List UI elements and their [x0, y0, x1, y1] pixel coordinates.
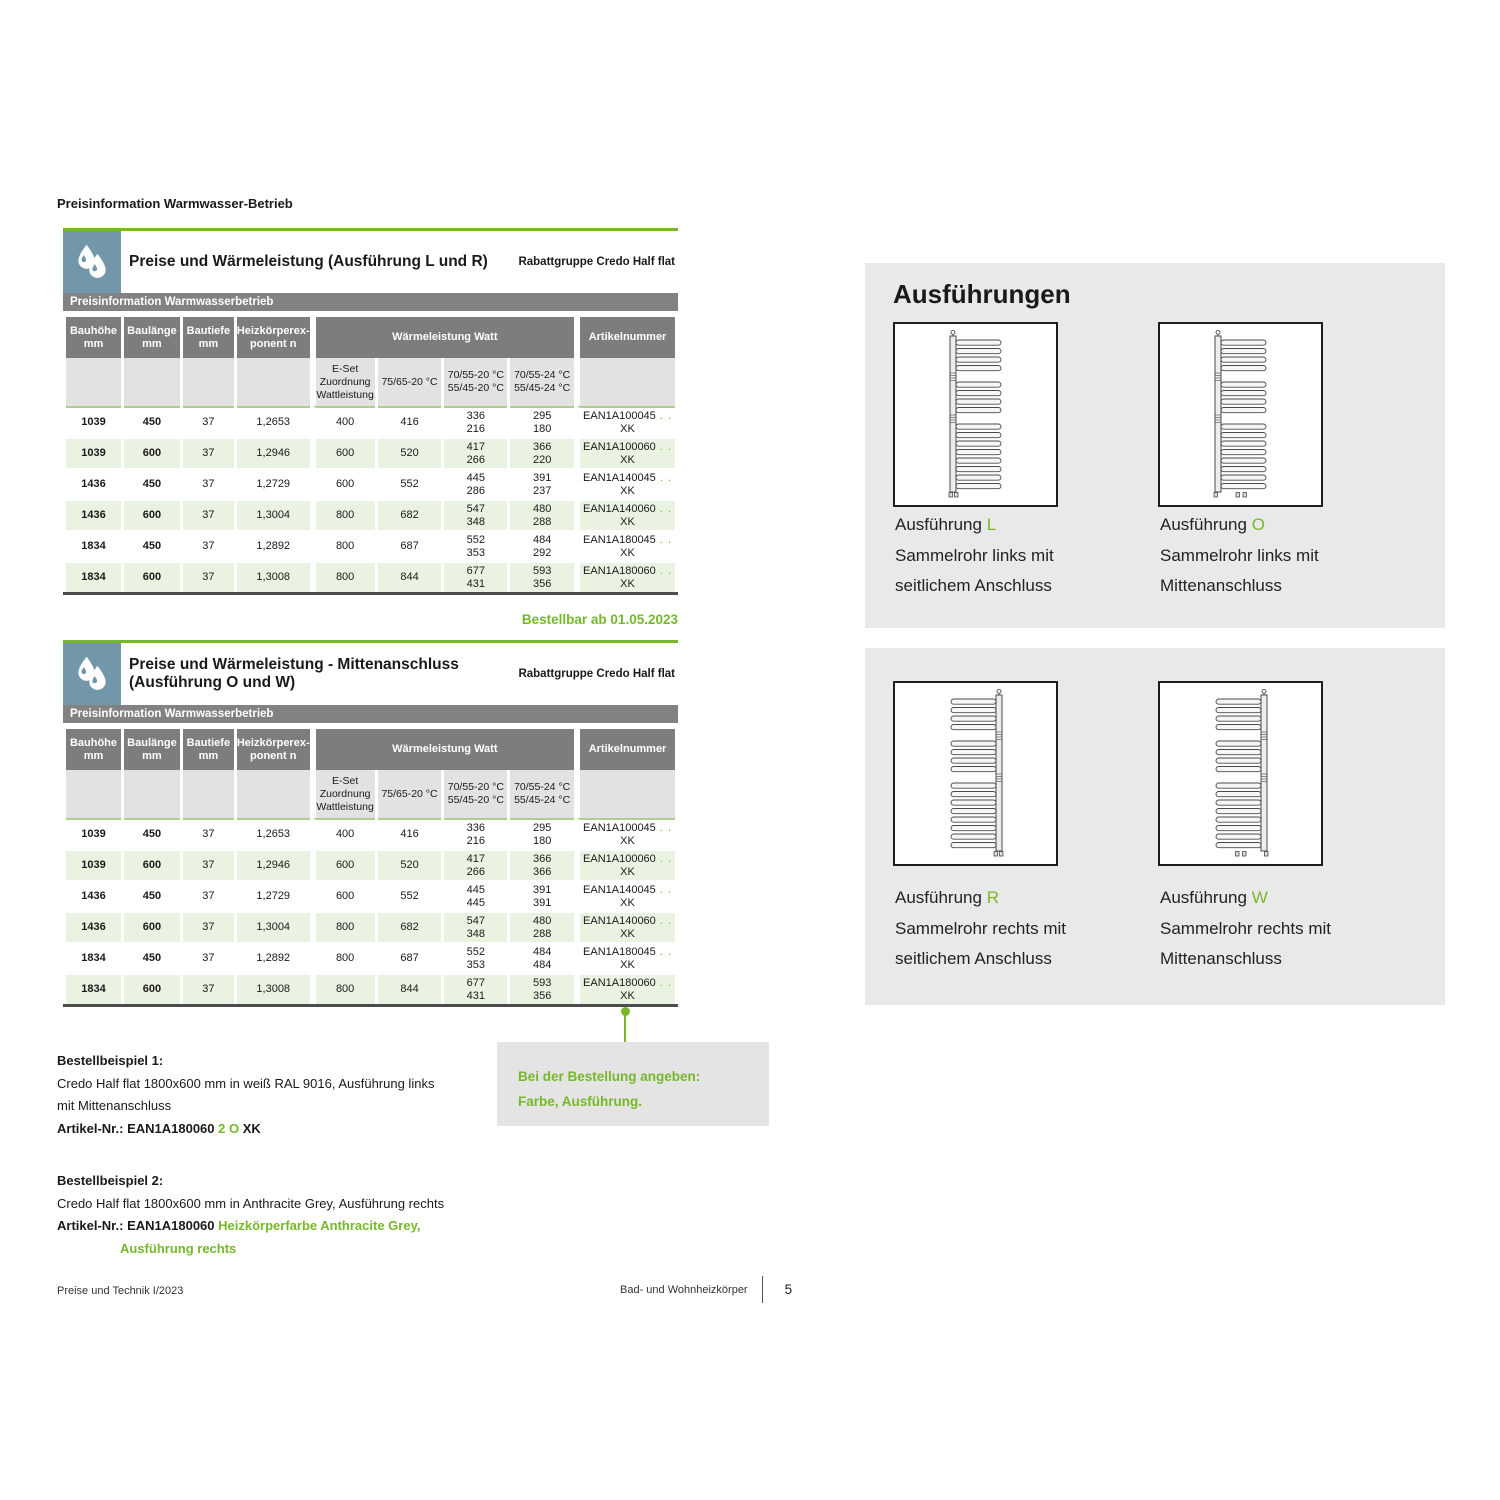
table-cell: 484 292 [510, 530, 574, 561]
table-cell: 844 [378, 973, 442, 1004]
subheader: 75/65-20 °C [378, 770, 442, 818]
table-cell: 600 [313, 437, 375, 468]
water-drops-icon [63, 643, 121, 705]
subheader-empty [577, 770, 675, 818]
table-cell: 450 [124, 468, 180, 499]
article-number-cell: EAN1A140045 . . XK [577, 880, 675, 911]
article-code-green: 2 O [218, 1120, 240, 1136]
variant-desc-line: Mittenanschluss [1160, 576, 1282, 595]
variant-caption-L [895, 510, 1054, 602]
table-title: Preise und Wärmeleistung - Mittenanschluss (Ausführung O und W) [129, 656, 459, 691]
table-header [63, 643, 678, 705]
table-cell: 1,3004 [237, 499, 310, 530]
table-cell: 552 [378, 880, 442, 911]
table-cell: 600 [124, 499, 180, 530]
article-number-cell: EAN1A140045 . . XK [577, 468, 675, 499]
article-number-cell: EAN1A100060 . . XK [577, 437, 675, 468]
variant-letter: W [1251, 888, 1268, 907]
article-number-cell: EAN1A100045 . . XK [577, 818, 675, 849]
table-cell: 600 [124, 911, 180, 942]
table-cell: 600 [124, 437, 180, 468]
example-1-article [57, 1118, 497, 1141]
table-cell: 417 266 [444, 437, 507, 468]
table-row [66, 530, 675, 561]
table-cell: 1039 [66, 849, 121, 880]
table-cell: 1,2892 [237, 942, 310, 973]
table-cell: 445 445 [444, 880, 507, 911]
footer-right [620, 1276, 792, 1303]
table-cell: 366 220 [510, 437, 574, 468]
table-cell: 600 [313, 849, 375, 880]
table-cell: 520 [378, 437, 442, 468]
radiator-diagram-icon [1211, 689, 1271, 859]
variant-diagram-W [1158, 681, 1323, 866]
variants-panel-bottom [865, 648, 1445, 1005]
table-cell: 800 [313, 530, 375, 561]
table-cell: 520 [378, 849, 442, 880]
table-cell: 677 431 [444, 561, 507, 592]
order-callout-box [497, 1042, 769, 1126]
table-cell: 1,2653 [237, 406, 310, 437]
variant-diagram-R [893, 681, 1058, 866]
article-color-green: Heizkörperfarbe Anthracite Grey, [218, 1218, 421, 1233]
table-cell: 336 216 [444, 818, 507, 849]
table-cell: 800 [313, 942, 375, 973]
table-column-header-row [66, 729, 675, 770]
table-cell: 547 348 [444, 499, 507, 530]
example-2-heading: Bestellbeispiel 2: [57, 1173, 164, 1188]
table-cell: 552 353 [444, 530, 507, 561]
article-number-cell: EAN1A100045 . . XK [577, 406, 675, 437]
column-header: Bauhöhe mm [66, 317, 121, 358]
table-cell: 552 353 [444, 942, 507, 973]
variants-heading: Ausführungen [893, 279, 1071, 309]
variant-caption-R [895, 883, 1066, 975]
table-cell: 1039 [66, 818, 121, 849]
variant-label: Ausführung [1160, 888, 1247, 907]
subheader-empty [237, 358, 310, 406]
example-2-line: Credo Half flat 1800x600 mm in Anthracite Grey, Ausführung rechts [57, 1195, 445, 1211]
article-number-cell: EAN1A180045 . . XK [577, 942, 675, 973]
variant-desc-line: seitlichem Anschluss [895, 576, 1052, 595]
subheader: E-Set Zuordnung Wattleistung [313, 770, 375, 818]
article-label: Artikel-Nr.: EAN1A180060 [57, 1218, 215, 1233]
table-band: Preisinformation Warmwasserbetrieb [63, 705, 678, 723]
table-cell: 1,2653 [237, 818, 310, 849]
table-cell: 1436 [66, 499, 121, 530]
discount-group-label: Rabattgruppe Credo Half flat [518, 668, 675, 680]
table-row [66, 973, 675, 1004]
table-cell: 450 [124, 942, 180, 973]
variant-desc-line: Sammelrohr links mit [1160, 545, 1319, 565]
table-title-area [121, 231, 678, 293]
table-cell: 450 [124, 818, 180, 849]
column-header: Heizkörperex- ponent n [237, 317, 310, 358]
price-data-table [63, 729, 678, 1007]
table-cell: 1436 [66, 468, 121, 499]
table-cell: 1039 [66, 437, 121, 468]
table-cell: 391 237 [510, 468, 574, 499]
table-cell: 800 [313, 973, 375, 1004]
subheader-empty [66, 770, 121, 818]
table-cell: 682 [378, 911, 442, 942]
column-header-group: Wärmeleistung Watt [313, 317, 574, 358]
table-cell: 484 484 [510, 942, 574, 973]
table-cell: 800 [313, 499, 375, 530]
example-1-line: Credo Half flat 1800x600 mm in weiß RAL 9016, Ausführung links [57, 1075, 435, 1091]
table-cell: 682 [378, 499, 442, 530]
table-cell: 37 [183, 499, 234, 530]
table-cell: 37 [183, 880, 234, 911]
table-cell: 600 [313, 880, 375, 911]
table-cell: 480 288 [510, 499, 574, 530]
variant-label: Ausführung [895, 515, 982, 534]
table-cell: 295 180 [510, 818, 574, 849]
example-2-article [57, 1215, 497, 1238]
variant-letter: O [1251, 515, 1265, 534]
table-cell: 1,2946 [237, 437, 310, 468]
variant-desc-line: seitlichem Anschluss [895, 949, 1052, 968]
variant-letter: L [986, 515, 997, 534]
subheader: 70/55-24 °C 55/45-24 °C [510, 358, 574, 406]
variant-caption-O [1160, 510, 1319, 602]
table-column-header-row [66, 317, 675, 358]
article-number-cell: EAN1A180045 . . XK [577, 530, 675, 561]
table-cell: 416 [378, 406, 442, 437]
table-subheader-row [66, 770, 675, 818]
price-table-l-r [63, 228, 678, 595]
table-row [66, 437, 675, 468]
table-row [66, 499, 675, 530]
subheader-empty [124, 770, 180, 818]
example-1-line: mit Mittenanschluss [57, 1098, 172, 1113]
subheader: 70/55-20 °C 55/45-20 °C [444, 770, 507, 818]
table-cell: 37 [183, 942, 234, 973]
article-label: Artikel-Nr.: EAN1A180060 [57, 1120, 215, 1136]
discount-group-label: Rabattgruppe Credo Half flat [518, 256, 675, 268]
table-cell: 1834 [66, 530, 121, 561]
article-number-cell: EAN1A100060 . . XK [577, 849, 675, 880]
article-number-cell: EAN1A140060 . . XK [577, 499, 675, 530]
example-1-heading: Bestellbeispiel 1: [57, 1053, 164, 1068]
variant-desc-line: Mittenanschluss [1160, 949, 1282, 968]
table-cell: 1,2946 [237, 849, 310, 880]
table-cell: 800 [313, 911, 375, 942]
subheader-empty [124, 358, 180, 406]
table-cell: 445 286 [444, 468, 507, 499]
table-row [66, 818, 675, 849]
footer-section-label: Bad- und Wohnheizkörper [620, 1283, 748, 1296]
table-cell: 1,2892 [237, 530, 310, 561]
price-table-o-w [63, 640, 678, 1007]
table-cell: 450 [124, 880, 180, 911]
table-cell: 400 [313, 818, 375, 849]
article-code-suffix: XK [242, 1120, 261, 1136]
table-cell: 37 [183, 561, 234, 592]
table-title: Preise und Wärmeleistung (Ausführung L und R) [129, 253, 488, 270]
variant-desc-line: Sammelrohr rechts mit [895, 918, 1066, 938]
table-cell: 336 216 [444, 406, 507, 437]
subheader: 70/55-20 °C 55/45-20 °C [444, 358, 507, 406]
column-header: Bautiefe mm [183, 729, 234, 770]
variant-label: Ausführung [895, 888, 982, 907]
radiator-diagram-icon [946, 330, 1006, 500]
subheader-empty [183, 770, 234, 818]
table-cell: 450 [124, 530, 180, 561]
table-cell: 1,2729 [237, 880, 310, 911]
order-examples [57, 1050, 497, 1260]
variant-desc-line: Sammelrohr links mit [895, 545, 1054, 565]
table-cell: 600 [124, 849, 180, 880]
radiator-diagram-icon [946, 689, 1006, 859]
subheader: 70/55-24 °C 55/45-24 °C [510, 770, 574, 818]
table-cell: 400 [313, 406, 375, 437]
footer-divider [762, 1276, 763, 1303]
table-cell: 416 [378, 818, 442, 849]
article-number-cell: EAN1A180060 . . XK [577, 973, 675, 1004]
table-cell: 366 366 [510, 849, 574, 880]
table-cell: 677 431 [444, 973, 507, 1004]
example-2-article-line2: Ausführung rechts [120, 1240, 237, 1256]
table-row [66, 561, 675, 592]
article-number-cell: EAN1A140060 . . XK [577, 911, 675, 942]
column-header: Baulänge mm [124, 317, 180, 358]
subheader-empty [183, 358, 234, 406]
table-cell: 37 [183, 973, 234, 1004]
table-cell: 687 [378, 530, 442, 561]
column-header: Artikelnummer [577, 729, 675, 770]
radiator-diagram-icon [1211, 330, 1271, 500]
footer-left-text: Preise und Technik I/2023 [57, 1285, 184, 1297]
callout-connector-line [624, 1014, 626, 1042]
article-number-cell: EAN1A180060 . . XK [577, 561, 675, 592]
variant-caption-W [1160, 883, 1331, 975]
table-subheader-row [66, 358, 675, 406]
subheader-empty [66, 358, 121, 406]
callout-line: Farbe, Ausführung. [518, 1094, 642, 1109]
table-cell: 37 [183, 818, 234, 849]
table-cell: 800 [313, 561, 375, 592]
table-cell: 547 348 [444, 911, 507, 942]
table-cell: 687 [378, 942, 442, 973]
column-header: Bautiefe mm [183, 317, 234, 358]
price-data-table [63, 317, 678, 595]
table-header [63, 231, 678, 293]
table-row [66, 880, 675, 911]
callout-line: Bei der Bestellung angeben: [518, 1069, 701, 1084]
water-drops-icon [63, 231, 121, 293]
table-cell: 593 356 [510, 973, 574, 1004]
column-header: Baulänge mm [124, 729, 180, 770]
table-cell: 1,3004 [237, 911, 310, 942]
table-cell: 37 [183, 911, 234, 942]
table-cell: 295 180 [510, 406, 574, 437]
table-cell: 37 [183, 530, 234, 561]
table-cell: 1,3008 [237, 973, 310, 1004]
table-title-area [121, 643, 678, 705]
table-cell: 480 288 [510, 911, 574, 942]
subheader-empty [577, 358, 675, 406]
table-row [66, 468, 675, 499]
column-header: Bauhöhe mm [66, 729, 121, 770]
table-row [66, 406, 675, 437]
subheader: 75/65-20 °C [378, 358, 442, 406]
table-row [66, 911, 675, 942]
table-cell: 37 [183, 406, 234, 437]
column-header: Heizkörperex- ponent n [237, 729, 310, 770]
table-cell: 1,2729 [237, 468, 310, 499]
orderable-from-note: Bestellbar ab 01.05.2023 [521, 612, 678, 627]
variant-label: Ausführung [1160, 515, 1247, 534]
variant-desc-line: Sammelrohr rechts mit [1160, 918, 1331, 938]
table-cell: 552 [378, 468, 442, 499]
variant-diagram-L [893, 322, 1058, 507]
table-cell: 844 [378, 561, 442, 592]
table-cell: 1834 [66, 942, 121, 973]
table-cell: 391 391 [510, 880, 574, 911]
table-cell: 37 [183, 468, 234, 499]
table-cell: 1834 [66, 973, 121, 1004]
table-cell: 600 [124, 973, 180, 1004]
table-cell: 1436 [66, 911, 121, 942]
column-header-group: Wärmeleistung Watt [313, 729, 574, 770]
table-cell: 600 [124, 561, 180, 592]
table-cell: 1834 [66, 561, 121, 592]
table-cell: 1436 [66, 880, 121, 911]
subheader: E-Set Zuordnung Wattleistung [313, 358, 375, 406]
table-cell: 37 [183, 849, 234, 880]
table-cell: 1039 [66, 406, 121, 437]
table-cell: 593 356 [510, 561, 574, 592]
table-band: Preisinformation Warmwasserbetrieb [63, 293, 678, 311]
variants-panel-top [865, 263, 1445, 628]
table-cell: 450 [124, 406, 180, 437]
subheader-empty [237, 770, 310, 818]
variant-diagram-O [1158, 322, 1323, 507]
column-header: Artikelnummer [577, 317, 675, 358]
table-cell: 600 [313, 468, 375, 499]
variant-letter: R [986, 888, 999, 907]
table-row [66, 849, 675, 880]
table-cell: 417 266 [444, 849, 507, 880]
table-row [66, 942, 675, 973]
page-top-label: Preisinformation Warmwasser-Betrieb [57, 196, 293, 211]
page-number: 5 [784, 1282, 793, 1297]
table-cell: 1,3008 [237, 561, 310, 592]
table-cell: 37 [183, 437, 234, 468]
